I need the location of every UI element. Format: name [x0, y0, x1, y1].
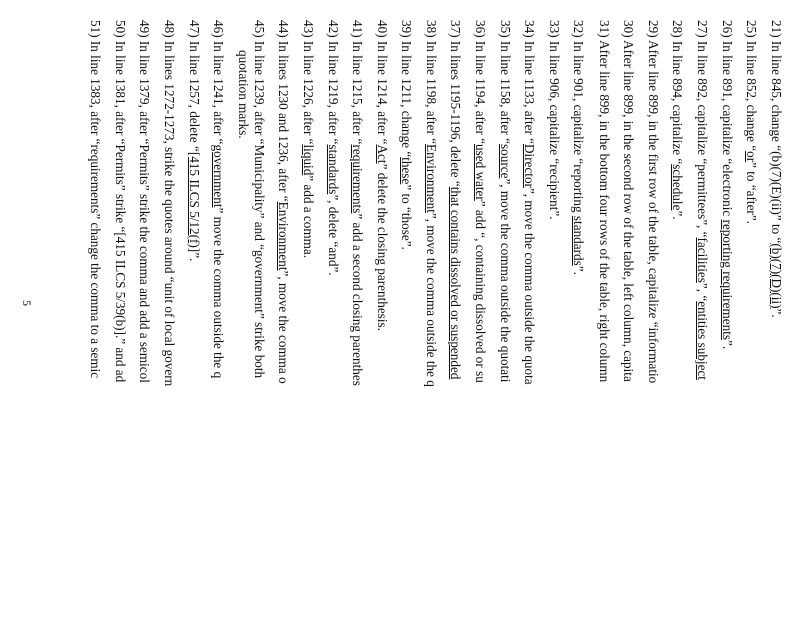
underlined-text: schedule	[670, 164, 685, 211]
errata-item	[694, 20, 710, 380]
errata-item	[546, 20, 562, 220]
errata-item	[136, 20, 152, 383]
item-text: 26) In line 891, capitalize “electronic	[720, 20, 735, 220]
underlined-text: used water	[473, 144, 488, 201]
item-text: 48) In lines 1272-1273, strike the quotes around “unit of local govern	[162, 20, 177, 387]
item-text: 28) In line 894, capitalize “	[670, 20, 685, 165]
errata-item	[374, 20, 390, 331]
item-text: 46) In line 1241, after “	[211, 20, 226, 145]
item-text: 36) In line 1194, after “	[473, 20, 488, 145]
errata-item	[596, 20, 612, 382]
errata-item	[570, 20, 586, 275]
errata-item	[423, 20, 439, 387]
item-text: ”.	[670, 210, 685, 220]
item-text: 25) In line 852, change “	[744, 20, 759, 152]
underlined-text: standards	[571, 215, 586, 266]
errata-item	[186, 20, 202, 261]
item-text: ”.	[720, 340, 735, 350]
item-text: 30) After line 899, in the second row of the table, left column, capita	[621, 20, 636, 382]
item-text: ” add a comma.	[301, 175, 316, 259]
errata-item	[398, 20, 414, 250]
item-text: 43) In line 1226, after “	[301, 20, 316, 145]
errata-item	[743, 20, 759, 224]
item-text: ”, move the comma outside the quota	[522, 187, 537, 385]
item-text: 47) In line 1257, delete “	[187, 20, 202, 152]
item-text: ”, delete “and”.	[326, 194, 341, 276]
item-text: ” add a second closing parenthes	[350, 213, 365, 386]
item-text: ”.	[187, 252, 202, 262]
item-text: 44) In lines 1230 and 1236, after “	[276, 20, 291, 202]
errata-item	[161, 20, 177, 386]
errata-item	[275, 20, 291, 384]
errata-item-continuation: quotation marks.	[236, 50, 251, 139]
item-text: 32) In line 901, capitalize “reporting	[571, 20, 586, 216]
page-number: 5	[20, 300, 34, 306]
item-text: ”, move the comma o	[276, 270, 291, 384]
item-text: 45) In line 1239, after “Municipality” and “government” strike both	[252, 20, 267, 379]
errata-item	[112, 20, 128, 382]
errata-item	[768, 20, 784, 318]
errata-item	[210, 20, 226, 378]
underlined-text: source	[498, 144, 513, 179]
item-text: 34) In line 1133, after “	[522, 20, 537, 145]
underlined-text: entities subject	[695, 301, 710, 380]
underlined-text: requirements	[350, 144, 365, 214]
item-text: 41) In line 1215, after “	[350, 20, 365, 145]
item-text: 38) In line 1198, after “	[424, 20, 439, 145]
errata-item	[521, 20, 537, 385]
item-text: ”, move the comma outside the quotati	[498, 178, 513, 383]
underlined-text: reporting requirements	[720, 219, 735, 341]
errata-item	[620, 20, 636, 382]
item-text: ” to “those”.	[399, 184, 414, 250]
errata-item	[669, 20, 685, 220]
errata-item	[300, 20, 316, 258]
underlined-text: or	[744, 151, 759, 163]
item-text: 40) In line 1214, after “	[375, 20, 390, 145]
item-text: 29) After line 899, in the first row of the table, capitalize “informatio	[646, 20, 661, 384]
errata-item	[349, 20, 365, 386]
underlined-text: that contains dissolved or suspended	[448, 186, 463, 380]
underlined-text: Environment	[424, 144, 439, 213]
item-text: ”, “	[695, 282, 710, 302]
errata-item	[497, 20, 513, 382]
item-text: ”, move the comma outside the q	[424, 212, 439, 387]
item-text: 21) In line 845, change “(b)(7)(E)(ii)” to “	[769, 20, 784, 244]
item-text: ”.	[571, 265, 586, 275]
errata-item	[719, 20, 735, 349]
item-text: ” add “, containing dissolved or su	[473, 200, 488, 383]
errata-item	[645, 20, 661, 383]
item-text: ” move the comma outside the q	[211, 207, 226, 379]
underlined-text: Act	[375, 144, 390, 164]
underlined-text: Environment	[276, 201, 291, 271]
item-text: ” delete the closing parenthesis.	[375, 163, 390, 331]
errata-item	[447, 20, 463, 379]
errata-item	[472, 20, 488, 383]
underlined-text: government	[211, 144, 226, 208]
item-text: 39) In line 1211, change “	[399, 20, 414, 158]
item-text: ”.	[769, 308, 784, 318]
underlined-text: (b)(7)(D)(ii)	[769, 243, 784, 309]
underlined-text: facilities	[695, 237, 710, 283]
item-text: 42) In line 1219, after “	[326, 20, 341, 145]
errata-item	[251, 20, 267, 378]
errata-item	[325, 20, 341, 276]
underlined-text: standards	[326, 144, 341, 195]
item-text: ” to “after”.	[744, 162, 759, 224]
underlined-text: liquid	[301, 144, 316, 176]
item-text: 50) In line 1381, after “Permits” strike “[415 ILCS 5/39(b)].” and ad	[113, 20, 128, 383]
errata-item	[87, 20, 103, 378]
item-text: 37) In lines 1195-1196, delete “	[448, 20, 463, 187]
item-text: 51) In line 1383, after “requirements” change the comma to a semic	[88, 20, 103, 379]
underlined-text: Director	[522, 144, 537, 188]
item-text: 27) In line 892, capitalize “permittees”, “	[695, 20, 710, 238]
item-text: 33) In line 906, capitalize “recipient”.	[547, 20, 562, 220]
underlined-text: these	[399, 157, 414, 185]
item-text: 49) In line 1379, after “Permits” strike the comma and add a semicol	[137, 20, 152, 383]
item-text: 35) In line 1158, after “	[498, 20, 513, 145]
underlined-text: [415 ILCS 5/12(f)]	[187, 151, 202, 253]
item-text: 31) After line 899, in the bottom four rows of the table, right column	[597, 20, 612, 383]
